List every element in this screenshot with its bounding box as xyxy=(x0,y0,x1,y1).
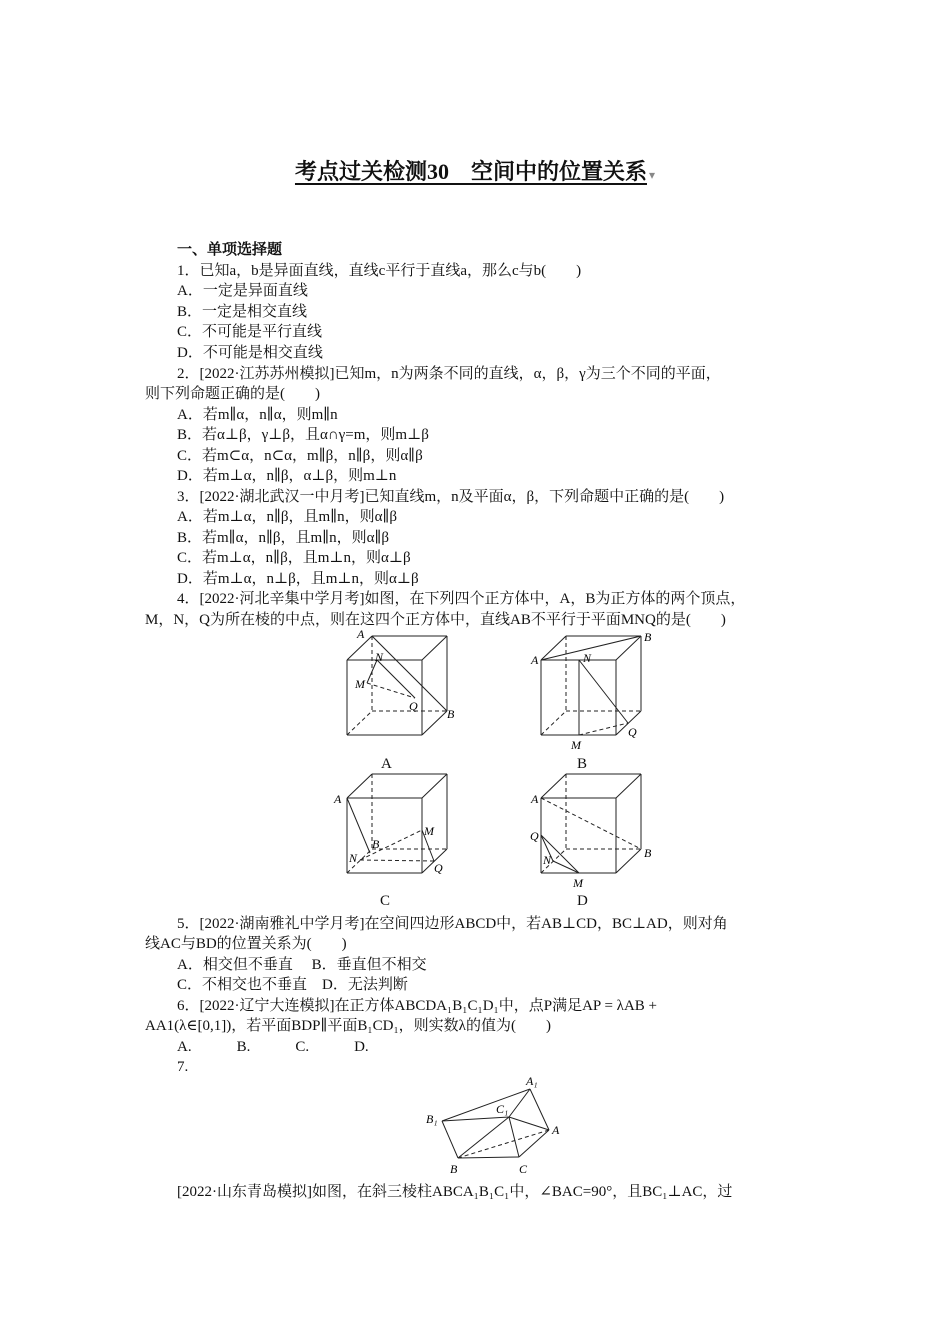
label-m: M xyxy=(424,824,434,838)
label-n: N xyxy=(543,853,552,867)
q5-options-cd: C．不相交也不垂直 D．无法判断 xyxy=(177,977,408,993)
fig-caption-a: A xyxy=(381,756,392,772)
q3-option-a: A．若m⊥α，n∥β，且m∥n，则α∥β xyxy=(177,509,398,525)
label-m: M xyxy=(571,738,581,752)
q5-options-ab: A．相交但不垂直 B．垂直但不相交 xyxy=(177,957,427,973)
label-q: Q xyxy=(628,725,637,739)
label-n: N xyxy=(349,851,358,865)
label-c: C xyxy=(519,1162,528,1176)
label-n: N xyxy=(375,650,384,664)
section-heading: 一、单项选择题 xyxy=(177,242,283,258)
label-c1: C₁ xyxy=(496,1102,509,1116)
q2-stem-cont: 则下列命题正确的是( ) xyxy=(145,386,320,402)
cube-figure-d xyxy=(527,770,657,892)
q4-stem: 4．[2022·河北辛集中学月考]如图，在下列四个正方体中，A，B为正方体的两个顶点， xyxy=(177,591,746,607)
q3-option-c: C．若m⊥α，n∥β，且m⊥n，则α⊥β xyxy=(177,550,411,566)
q5-stem: 5．[2022·湖南雅礼中学月考]在空间四边形ABCD中，若AB⊥CD，BC⊥AD，则对角 xyxy=(177,916,728,932)
q3-stem: 3．[2022·湖北武汉一中月考]已知直线m，n及平面α，β，下列命题中正确的是( ) xyxy=(177,489,725,505)
cube-figure-b xyxy=(527,628,657,753)
q6-stem-cont: AA1(λ∈[0,1])，若平面BDP∥平面B₁CD₁，则实数λ的值为( ) xyxy=(145,1018,551,1034)
q1-stem: 1．已知a，b是异面直线，直线c平行于直线a，那么c与b( ) xyxy=(177,263,582,279)
fig-caption-c: C xyxy=(380,893,391,909)
label-b1: B₁ xyxy=(426,1112,438,1126)
q4-stem-cont: M，N，Q为所在棱的中点，则在这四个正方体中，直线AB不平行于平面MNQ的是( ) xyxy=(145,612,726,628)
label-q: Q xyxy=(409,699,418,713)
fig-caption-b: B xyxy=(577,756,588,772)
label-a: A xyxy=(334,792,342,806)
label-q: Q xyxy=(434,861,443,875)
q1-option-b: B．一定是相交直线 xyxy=(177,304,308,320)
q2-stem: 2．[2022·江苏苏州模拟]已知m，n为两条不同的直线，α，β，γ为三个不同的平面， xyxy=(177,366,721,382)
fig-caption-d: D xyxy=(577,893,588,909)
cube-figure-c xyxy=(330,770,460,885)
label-b: B xyxy=(644,846,652,860)
q7-number: 7. xyxy=(177,1059,189,1075)
prism-figure xyxy=(422,1073,572,1178)
label-a: A xyxy=(552,1123,560,1137)
q1-option-c: C．不可能是平行直线 xyxy=(177,324,323,340)
label-a: A xyxy=(357,628,365,641)
dropdown-mark-icon: ▾ xyxy=(648,168,656,182)
q3-option-b: B．若m∥α，n∥β，且m∥n，则α∥β xyxy=(177,530,390,546)
label-b: B xyxy=(644,630,652,644)
q1-option-a: A．一定是异面直线 xyxy=(177,283,308,299)
q6-stem: 6．[2022·辽宁大连模拟]在正方体ABCDA₁B₁C₁D₁中，点P满足AP = λAB + xyxy=(177,998,657,1014)
label-a: A xyxy=(531,792,539,806)
label-b: B xyxy=(447,707,455,721)
cube-figure-a xyxy=(335,628,465,743)
label-a: A xyxy=(531,653,539,667)
label-m: M xyxy=(355,677,365,691)
label-m: M xyxy=(573,876,583,890)
label-a1: A₁ xyxy=(526,1074,538,1088)
q1-option-d: D．不可能是相交直线 xyxy=(177,345,323,361)
q2-option-a: A．若m∥α，n∥α，则m∥n xyxy=(177,407,338,423)
q2-option-b: B．若α⊥β，γ⊥β，且α∩γ=m，则m⊥β xyxy=(177,427,429,443)
label-b: B xyxy=(450,1162,458,1176)
q3-option-d: D．若m⊥α，n⊥β，且m⊥n，则α⊥β xyxy=(177,571,419,587)
q5-stem-cont: 线AC与BD的位置关系为( ) xyxy=(145,936,347,952)
q2-option-c: C．若m⊂α，n⊂α，m∥β，n∥β，则α∥β xyxy=(177,448,423,464)
q2-option-d: D．若m⊥α，n∥β，α⊥β，则m⊥n xyxy=(177,468,397,484)
label-b: B xyxy=(372,837,380,851)
q6-options: A. B. C. D. xyxy=(177,1039,369,1055)
q7-stem: [2022·山东青岛模拟]如图，在斜三棱柱ABCA₁B₁C₁中，∠BAC=90°，且BC₁⊥AC，过 xyxy=(177,1184,733,1200)
label-n: N xyxy=(583,651,592,665)
page-title: 考点过关检测30 空间中的位置关系 ▾ xyxy=(294,159,656,184)
label-q: Q xyxy=(530,829,539,843)
